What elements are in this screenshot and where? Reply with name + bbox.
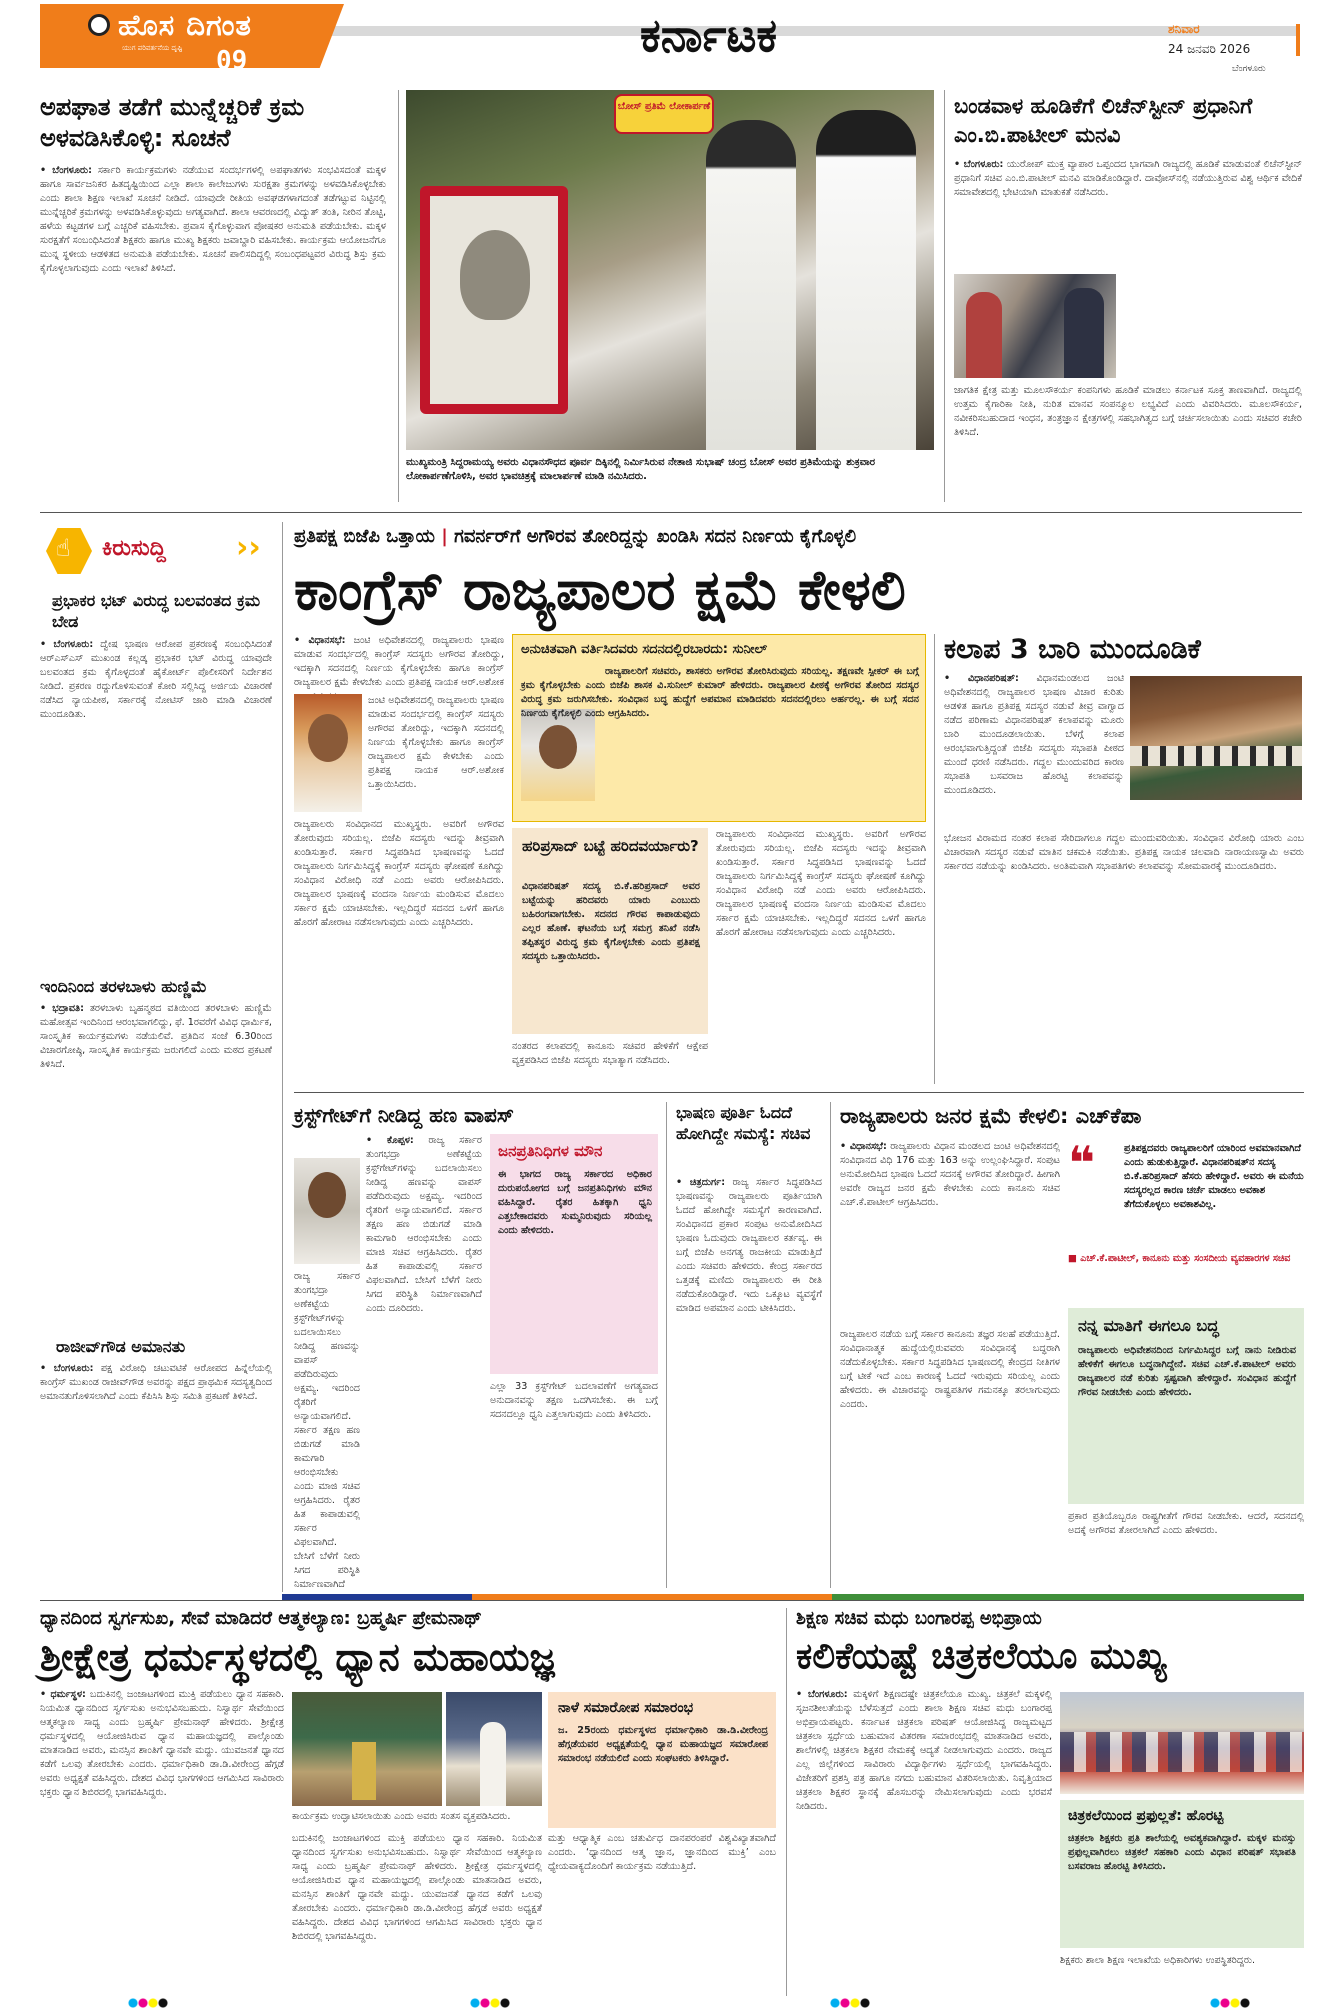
date: 24 ಜನವರಿ 2026 [1168,42,1251,56]
bhashana-dateline: • ಚಿತ್ರದುರ್ಗ: [676,1177,726,1188]
lead-kicker [294,526,1304,547]
art-event-photo [1060,1692,1304,1794]
date-day: ಶನಿವಾರ [1168,22,1200,36]
dharma-body [40,1688,284,1996]
story1-text: ಸರ್ಕಾರಿ ಕಾರ್ಯಕ್ರಮಗಳು ನಡೆಯುವ ಸಂದರ್ಭಗಳಲ್ಲಿ ಅಪಘಾತಗಳು ಸಂಭವಿಸದಂತೆ ಮಕ್ಕಳ ಹಾಗೂ ಸಾರ್ವಜನಿಕರ ಹಿತದೃಷ್ಟಿಯಿಂದ ಎಲ್ಲಾ ಶಾಲಾ ಕಾಲೇಜುಗಳು ಸುರಕ್ಷತಾ ಕ್ರಮಗಳನ್ನು ಅಳವಡಿಸಿಕೊಳ್ಳಬೇಕು ಎಂದು ಶಾಲಾ ಶಿಕ್ಷಣ ಇಲಾಖೆ ಸೂಚನೆ ನೀಡಿದೆ. ಯಾವುದೇ ರೀತಿಯ ಅವಘಡಗಳಾಗದಂತೆ ತಡೆಗಟ್ಟುವ ನಿಟ್ಟಿನಲ್ಲಿ ಮುನ್ನೆಚ್ಚರಿಕೆ ಕ್ರಮಗಳನ್ನು ಅಳವಡಿಸಿಕೊಳ್ಳುವುದು ಅಗತ್ಯವಾಗಿದೆ. ಶಾಲಾ ಆವರಣದಲ್ಲಿ ವಿದ್ಯುತ್ ತಂತಿ, ನೀರಿನ ತೊಟ್ಟಿ, ಹಳೆಯ ಕಟ್ಟಡಗಳ ಬಗ್ಗೆ ಎಚ್ಚರಿಕೆ ವಹಿಸಬೇಕು. ಪ್ರವಾಸ ಕೈಗೊಳ್ಳುವಾಗ ಪೋಷಕರ ಅನುಮತಿ ಪಡೆಯಬೇಕು. ಮಕ್ಕಳ ಸುರಕ್ಷತೆಗೆ ಸಂಬಂಧಿಸಿದಂತೆ ಶಿಕ್ಷಕರು ಹಾಗೂ ಮುಖ್ಯ ಶಿಕ್ಷಕರು ಜವಾಬ್ದಾರಿ ವಹಿಸಬೇಕು. ಕಾರ್ಯಕ್ರಮ ಆಯೋಜನೆಗೂ ಮುನ್ನ ಸ್ಥಳೀಯ ಆಡಳಿತದ ಅನುಮತಿ ಪಡೆಯಬೇಕು. ಸೂಚನೆ ಪಾಲಿಸದಿದ್ದಲ್ಲಿ ಸಂಬಂಧಪಟ್ಟವರ ವಿರುದ್ಧ ಶಿಸ್ತು ಕ್ರಮ ಕೈಗೊಳ್ಳಲಾಗುವುದು ಎಂದು ಇಲಾಖೆ ತಿಳಿಸಿದೆ. [40,165,386,274]
story2-headline: ಬಂಡವಾಳ ಹೂಡಿಕೆಗೆ ಲಿಚೆನ್‌ಸ್ಟೀನ್ ಪ್ರಧಾನಿಗೆ ಎಂ.ಬಿ.ಪಾಟೀಲ್ ಮನವಿ [954,94,1253,147]
photo-tag-text: ಬೋಸ್ ಪ್ರತಿಮೆ ಲೋಕಾರ್ಪಣೆ [617,101,711,112]
divider [830,1102,831,1588]
story1-body [40,164,386,500]
kalapa-headline: ಕಲಾಪ 3 ಬಾರಿ ಮುಂದೂಡಿಕೆ [944,634,1201,665]
hkp-quote-box [1068,1136,1304,1300]
lead-body-2: ರಾಜ್ಯಪಾಲರು ಸಂವಿಧಾನದ ಮುಖ್ಯಸ್ಥರು. ಅವರಿಗೆ ಅಗೌರವ ತೋರುವುದು ಸರಿಯಲ್ಲ. ಬಿಜೆಪಿ ಸದಸ್ಯರು ಇದನ್ನು ತೀವ್ರವಾಗಿ ಖಂಡಿಸುತ್ತಾರೆ. ಸರ್ಕಾರ ಸಿದ್ಧಪಡಿಸಿದ ಭಾಷಣವನ್ನು ಓದದೆ ರಾಜ್ಯಪಾಲರು ನಿರ್ಗಮಿಸಿದ್ದಕ್ಕೆ ಕಾಂಗ್ರೆಸ್ ಸದಸ್ಯರು ಘೋಷಣೆ ಕೂಗಿದ್ದು ಸಂವಿಧಾನ ವಿರೋಧಿ ನಡೆ ಎಂದು ಅವರು ಆರೋಪಿಸಿದರು. ರಾಜ್ಯಪಾಲರ ಭಾಷಣಕ್ಕೆ ವಂದನಾ ನಿರ್ಣಯ ಮಂಡಿಸುವ ಮೊದಲು ಸರ್ಕಾರ ಕ್ಷಮೆ ಯಾಚಿಸಬೇಕು. ಇಲ್ಲದಿದ್ದರೆ ಸದನದ ಒಳಗೆ ಹಾಗೂ ಹೊರಗೆ ಹೋರಾಟ ನಡೆಸಲಾಗುವುದು ಎಂದು ಎಚ್ಚರಿಸಿದರು. [294,819,504,928]
madhu-box-title: ಚಿತ್ರಕಲೆಯಿಂದ ಪ್ರಫುಲ್ಲತೆ: ಹೊರಟ್ಟಿ [1068,1808,1224,1824]
section-rule [40,1600,1304,1601]
city: ಬೆಂಗಳೂರು [1232,64,1266,74]
kiru-label-block [40,524,272,578]
kiru-s1-dateline: • ಬೆಂಗಳೂರು: [40,639,94,650]
dharma-photo-2 [446,1692,542,1806]
section-rule [40,512,1302,513]
photo-tag [614,94,714,134]
hkp-box-title: ನನ್ನ ಮಾತಿಗೆ ಈಗಲೂ ಬದ್ಧ [1078,1316,1219,1335]
cross-body [366,1134,482,1464]
sunil-box-title: ಅನುಚಿತವಾಗಿ ವರ್ತಿಸಿದವರು ಸದನದಲ್ಲಿರಬಾರದು: ಸುನೀಲ್ [521,642,768,657]
section-rule [294,1092,1304,1093]
madhu-body [796,1688,1052,1996]
registration-marks [830,1998,870,2008]
kiru-s2-dateline: • ಭದ್ರಾವತಿ: [40,1003,84,1014]
kiru-s1-body [40,638,272,968]
bhashana-headline: ಭಾಷಣ ಪೂರ್ತಿ ಓದದೆ ಹೋಗಿದ್ದೇ ಸಮಸ್ಯೆ: ಸಚಿವ [676,1103,811,1143]
cross-dateline: • ಕೊಪ್ಪಳ: [366,1135,414,1146]
dharma-photo-caption: ಕಾರ್ಯಕ್ರಮ ಉದ್ಘಾಟಿಸಲಾಯಿತು ಎಂದು ಅವರು ಸಂತಸ ವ್ಯಕ್ತಪಡಿಸಿದರು. [292,1811,511,1822]
dharma-box [548,1692,776,1828]
face [308,1172,346,1218]
hand-icon: ☝ [56,534,71,562]
person [966,292,1002,378]
logo: ಹೊಸ ದಿಗಂತ [118,8,252,42]
cross-box-body: ಈ ಭಾಗದ ರಾಜ್ಯ ಸರ್ಕಾರದ ಅಧಿಕಾರ ದುರುಪಯೋಗದ ಬಗ್ಗೆ ಜನಪ್ರತಿನಿಧಿಗಳು ಮೌನ ವಹಿಸಿದ್ದಾರೆ. ರೈತರ ಹಿತಕ್ಕಾಗಿ ಧ್ವನಿ ಎತ್ತಬೇಕಾದವರು ಸುಮ್ಮನಿರುವುದು ಸರಿಯಲ್ಲ ಎಂದು ಹೇಳಿದರು. [498,1169,652,1236]
person [1064,288,1104,378]
person-white-2 [816,110,916,450]
dharma-headline: ಶ್ರೀಕ್ಷೇತ್ರ ಧರ್ಮಸ್ಥಳದಲ್ಲಿ ಧ್ಯಾನ ಮಹಾಯಜ್ಞ [40,1635,555,1679]
masthead [0,0,1339,74]
person [480,1722,506,1806]
kiru-s3-text: ಪಕ್ಷ ವಿರೋಧಿ ಚಟುವಟಿಕೆ ಆರೋಪದ ಹಿನ್ನೆಲೆಯಲ್ಲಿ ಕಾಂಗ್ರೆಸ್ ಮುಖಂಡ ರಾಜೀವ್‌ಗೌಡ ಅವರನ್ನು ಪಕ್ಷದ ಪ್ರಾಥಮಿಕ ಸದಸ್ಯತ್ವದಿಂದ ಅಮಾನತುಗೊಳಿಸಲಾಗಿದೆ ಎಂದು ಕೆಪಿಸಿಸಿ ಶಿಸ್ತು ಸಮಿತಿ ಪ್ರಕಟಣೆ ತಿಳಿಸಿದೆ. [40,1363,272,1402]
story1-dateline: • ಬೆಂಗಳೂರು: [40,165,92,176]
cross-headline: ಕ್ರಸ್ಟ್‌ಗೇಟ್‌ಗೆ ನೀಡಿದ್ದ ಹಣ ವಾಪಸ್ [294,1103,514,1127]
sunil-box-body: ರಾಜ್ಯಪಾಲರಿಗೆ ಸಚಿವರು, ಶಾಸಕರು ಅಗೌರವ ತೋರಿಸಿರುವುದು ಸರಿಯಲ್ಲ. ತಕ್ಷಣವೇ ಸ್ಪೀಕರ್ ಈ ಬಗ್ಗೆ ಕ್ರಮ ಕೈಗೊಳ್ಳಬೇಕು ಎಂದು ಬಿಜೆಪಿ ಶಾಸಕ ವಿ.ಸುನೀಲ್ ಕುಮಾರ್ ಹೇಳಿದರು. ರಾಜ್ಯಪಾಲರ ಪೀಠಕ್ಕೆ ಅಗೌರವ ತೋರಿದ ಸದಸ್ಯರ ವಿರುದ್ಧ ಕ್ರಮ ಜರುಗಿಸಬೇಕು. ಸಂವಿಧಾನ ಬದ್ಧ ಹುದ್ದೆಗೆ ಅಪಮಾನ ಮಾಡಿದವರು ಸದನದಲ್ಲಿರಲು ಅರ್ಹರಲ್ಲ. ಈ ಬಗ್ಗೆ ಸದನ ನಿರ್ಣಯ ಕೈಗೊಳ್ಳಲಿ ಎಂದು ಆಗ್ರಹಿಸಿದರು. [521,666,919,719]
dharma-kicker: ಧ್ಯಾನದಿಂದ ಸ್ವರ್ಗಸುಖ, ಸೇವೆ ಮಾಡಿದರೆ ಆತ್ಮಕಲ್ಯಾಣ: ಬ್ರಹ್ಮರ್ಷಿ ಪ್ರೇಮನಾಥ್ [40,1608,482,1629]
hkp-dateline: • ವಿಧಾನಸಭೆ: [840,1141,887,1152]
kiru-s2-headline: ಇಂದಿನಿಂದ ತರಳಬಾಳು ಹುಣ್ಣಿಮೆ [40,977,207,996]
lead-dateline: • ವಿಧಾನಸಭೆ: [294,635,346,646]
dharma-box-title: ನಾಳೆ ಸಮಾರೋಪ ಸಮಾರಂಭ [558,1700,694,1716]
kicker-separator: | [441,526,455,547]
cross-text: ರಾಜ್ಯ ಸರ್ಕಾರ ತುಂಗಭದ್ರಾ ಅಣೆಕಟ್ಟೆಯ ಕ್ರಸ್ಟ್‌ಗೇಟ್‌ಗಳನ್ನು ಬದಲಾಯಿಸಲು ನೀಡಿದ್ದ ಹಣವನ್ನು ವಾಪಸ್ ಪಡೆದಿರುವುದು ಅಕ್ಷಮ್ಯ. ಇದರಿಂದ ರೈತರಿಗೆ ಅನ್ಯಾಯವಾಗಲಿದೆ. ಸರ್ಕಾರ ತಕ್ಷಣ ಹಣ ಬಿಡುಗಡೆ ಮಾಡಿ ಕಾಮಗಾರಿ ಆರಂಭಿಸಬೇಕು ಎಂದು ಮಾಜಿ ಸಚಿವ ಆಗ್ರಹಿಸಿದರು. ರೈತರ ಹಿತ ಕಾಪಾಡುವಲ್ಲಿ ಸರ್ಕಾರ ವಿಫಲವಾಗಿದೆ. ಬೇಸಿಗೆ ಬೆಳೆಗೆ ನೀರು ಸಿಗದ ಪರಿಸ್ಥಿತಿ ನಿರ್ಮಾಣವಾಗಿದೆ ಎಂದು ದೂರಿದರು. [366,1135,482,1314]
story1-headline: ಅಪಘಾತ ತಡೆಗೆ ಮುನ್ನೆಚ್ಚರಿಕೆ ಕ್ರಮ ಅಳವಡಿಸಿಕೊಳ್ಳಿ: ಸೂಚನೆ [40,93,305,152]
story2-dateline: • ಬೆಂಗಳೂರು: [954,159,1004,170]
kiru-s2-text: ತರಳಬಾಳು ಬೃಹನ್ಮಠದ ವತಿಯಿಂದ ತರಳಬಾಳು ಹುಣ್ಣಿಮೆ ಮಹೋತ್ಸವ ಇಂದಿನಿಂದ ಆರಂಭವಾಗಲಿದ್ದು, ಫೆ. 1ರವರೆಗೆ ವಿವಿಧ ಧಾರ್ಮಿಕ, ಸಾಂಸ್ಕೃತಿಕ ಕಾರ್ಯಕ್ರಮಗಳು ನಡೆಯಲಿವೆ. ಪ್ರತಿದಿನ ಸಂಜೆ 6.30ರಿಂದ ವಿಚಾರಗೋಷ್ಠಿ, ಸಾಂಸ್ಕೃತಿಕ ಕಾರ್ಯಕ್ರಮ ಜರುಗಲಿದೆ ಎಂದು ಮಠದ ಪ್ರಕಟಣೆ ತಿಳಿಸಿದೆ. [40,1003,272,1070]
lead-body-1 [294,634,504,688]
hari-box [512,828,708,1034]
madhu-text: ಮಕ್ಕಳಿಗೆ ಶಿಕ್ಷಣದಷ್ಟೇ ಚಿತ್ರಕಲೆಯೂ ಮುಖ್ಯ. ಚಿತ್ರಕಲೆ ಮಕ್ಕಳಲ್ಲಿ ಸೃಜನಶೀಲತೆಯನ್ನು ಬೆಳೆಸುತ್ತದೆ ಎಂದು ಶಾಲಾ ಶಿಕ್ಷಣ ಸಚಿವ ಮಧು ಬಂಗಾರಪ್ಪ ಅಭಿಪ್ರಾಯಪಟ್ಟರು. ಕರ್ನಾಟಕ ಚಿತ್ರಕಲಾ ಪರಿಷತ್ ಆಯೋಜಿಸಿದ್ದ ರಾಜ್ಯಮಟ್ಟದ ಚಿತ್ರಕಲಾ ಸ್ಪರ್ಧೆಯ ಬಹುಮಾನ ವಿತರಣಾ ಸಮಾರಂಭದಲ್ಲಿ ಮಾತನಾಡಿದ ಅವರು, ಶಾಲೆಗಳಲ್ಲಿ ಚಿತ್ರಕಲಾ ಶಿಕ್ಷಕರ ನೇಮಕಕ್ಕೆ ಆದ್ಯತೆ ನೀಡಲಾಗುವುದು ಎಂದರು. ರಾಜ್ಯದ ಎಲ್ಲ ಜಿಲ್ಲೆಗಳಿಂದ ಸಾವಿರಾರು ವಿದ್ಯಾರ್ಥಿಗಳು ಸ್ಪರ್ಧೆಯಲ್ಲಿ ಭಾಗವಹಿಸಿದ್ದರು. ವಿಜೇತರಿಗೆ ಪ್ರಶಸ್ತಿ ಪತ್ರ ಹಾಗೂ ನಗದು ಬಹುಮಾನ ವಿತರಿಸಲಾಯಿತು. ನಿವೃತ್ತಿಯಾದ ಚಿತ್ರಕಲಾ ಶಿಕ್ಷಕರ ಸ್ಥಾನಕ್ಕೆ ಹೊಸಬರನ್ನು ನೇಮಿಸಲಾಗುವುದು ಎಂದು ಭರವಸೆ ನೀಡಿದರು. [796,1689,1052,1812]
lead-kicker-b: ಗವರ್ನರ್‌ಗೆ ಅಗೌರವ ತೋರಿದ್ದನ್ನು ಖಂಡಿಸಿ ಸದನ ನಿರ್ಣಯ ಕೈಗೊಳ್ಳಲಿ [454,526,857,547]
registration-marks [128,1998,168,2008]
stage-lamp [352,1742,376,1800]
speaker-photo [294,1158,360,1264]
kiru-s1-text: ದ್ವೇಷ ಭಾಷಣ ಆರೋಪ ಪ್ರಕರಣಕ್ಕೆ ಸಂಬಂಧಿಸಿದಂತೆ ಆರ್‌ಎಸ್‌ಎಸ್ ಮುಖಂಡ ಕಲ್ಲಡ್ಕ ಪ್ರಭಾಕರ ಭಟ್ ವಿರುದ್ಧ ಯಾವುದೇ ಬಲವಂತದ ಕ್ರಮ ಕೈಗೊಳ್ಳದಂತೆ ಹೈಕೋರ್ಟ್ ಪೊಲೀಸರಿಗೆ ನಿರ್ದೇಶನ ನೀಡಿದೆ. ಪ್ರಕರಣ ರದ್ದುಗೊಳಿಸುವಂತೆ ಕೋರಿ ಸಲ್ಲಿಸಿದ್ದ ಅರ್ಜಿಯ ವಿಚಾರಣೆ ನಡೆಸಿದ ನ್ಯಾಯಪೀಠ, ಸರ್ಕಾರಕ್ಕೆ ನೋಟಿಸ್ ಜಾರಿ ಮಾಡಿ ವಿಚಾರಣೆ ಮುಂದೂಡಿತು. [40,639,272,720]
portrait-figure [460,230,530,320]
story2-body-2: ಜಾಗತಿಕ ಕ್ಷೇತ್ರ ಮತ್ತು ಮೂಲಸೌಕರ್ಯ ಕಂಪನಿಗಳು ಹೂಡಿಕೆ ಮಾಡಲು ಕರ್ನಾಟಕ ಸೂಕ್ತ ತಾಣವಾಗಿದೆ. ರಾಜ್ಯದಲ್ಲಿ ಉತ್ತಮ ಕೈಗಾರಿಕಾ ನೀತಿ, ನುರಿತ ಮಾನವ ಸಂಪನ್ಮೂಲ ಲಭ್ಯವಿದೆ ಎಂದು ವಿವರಿಸಿದರು. ಮೂಲಸೌಕರ್ಯ, ನವೀಕರಿಸಬಹುದಾದ ಇಂಧನ, ತಂತ್ರಜ್ಞಾನ ಕ್ಷೇತ್ರಗಳಲ್ಲಿ ಸಹಭಾಗಿತ್ವದ ಬಗ್ಗೆ ಚರ್ಚಿಸಲಾಯಿತು ಎಂದು ಸಚಿವರ ಕಚೇರಿ ತಿಳಿಸಿದೆ. [954,385,1302,438]
divider [666,1102,667,1588]
madhu-body-2: ಶಿಕ್ಷಕರು ಶಾಲಾ ಶಿಕ್ಷಣ ಇಲಾಖೆಯ ಅಧಿಕಾರಿಗಳು ಉಪಸ್ಥಿತರಿದ್ದರು. [1060,1955,1256,1966]
kiru-s3-dateline: • ಬೆಂಗಳೂರು: [40,1363,94,1374]
hkp-text: ರಾಜ್ಯಪಾಲರು ವಿಧಾನ ಮಂಡಲದ ಜಂಟಿ ಅಧಿವೇಶನದಲ್ಲಿ ಸಂವಿಧಾನದ ವಿಧಿ 176 ಮತ್ತು 163 ಅನ್ನು ಉಲ್ಲಂಘಿಸಿದ್ದಾರೆ. ಸಂಪುಟ ಅನುಮೋದಿಸಿದ ಭಾಷಣ ಓದದೆ ಸದನಕ್ಕೆ ಅಗೌರವ ತೋರಿದ್ದಾರೆ. ಹೀಗಾಗಿ ಅವರೇ ರಾಜ್ಯದ ಜನರ ಕ್ಷಮೆ ಕೇಳಬೇಕು ಎಂದು ಕಾನೂನು ಸಚಿವ ಎಚ್.ಕೆ.ಪಾಟೀಲ್ ಆಗ್ರಹಿಸಿದರು. [840,1141,1060,1208]
cross-body-2: ಎಲ್ಲಾ 33 ಕ್ರಸ್ಟ್‌ಗೇಟ್ ಬದಲಾವಣೆಗೆ ಅಗತ್ಯವಾದ ಅನುದಾನವನ್ನು ತಕ್ಷಣ ಒದಗಿಸಬೇಕು. ಈ ಬಗ್ಗೆ ಸದನದಲ್ಲೂ ಧ್ವನಿ ಎತ್ತಲಾಗುವುದು ಎಂದು ತಿಳಿಸಿದರು. [490,1381,658,1420]
kiru-s3-body [40,1362,272,1588]
logo-emblem [88,14,110,36]
kiru-s3-headline: ರಾಜೀವ್‌ಗೌಡ ಅಮಾನತು [56,1337,186,1356]
kalapa-dateline: • ವಿಧಾನಪರಿಷತ್: [944,673,1019,684]
hkp-body-3: ಪ್ರಕಾರ ಪ್ರತಿಯೊಬ್ಬರೂ ರಾಷ್ಟ್ರಗೀತೆಗೆ ಗೌರವ ನೀಡಬೇಕು. ಆದರೆ, ಸದನದಲ್ಲಿ ಅದಕ್ಕೆ ಅಗೌರವ ತೋರಲಾಗಿದೆ ಎಂದು ಹೇಳಿದರು. [1068,1511,1304,1536]
madhu-box [1060,1800,1304,1948]
bhashana-text: ರಾಜ್ಯ ಸರ್ಕಾರ ಸಿದ್ಧಪಡಿಸಿದ ಭಾಷಣವನ್ನು ರಾಜ್ಯಪಾಲರು ಪೂರ್ತಿಯಾಗಿ ಓದದೆ ಹೋಗಿದ್ದೇ ಸಮಸ್ಯೆಗೆ ಕಾರಣವಾಗಿದೆ. ಸಂವಿಧಾನದ ಪ್ರಕಾರ ಸಂಪುಟ ಅನುಮೋದಿಸಿದ ಭಾಷಣ ಓದುವುದು ರಾಜ್ಯಪಾಲರ ಕರ್ತವ್ಯ. ಈ ಬಗ್ಗೆ ಬಿಜೆಪಿ ಅನಗತ್ಯ ರಾಜಕೀಯ ಮಾಡುತ್ತಿದೆ ಎಂದು ಸಚಿವರು ಹೇಳಿದರು. ಕೇಂದ್ರ ಸರ್ಕಾರದ ಒತ್ತಡಕ್ಕೆ ಮಣಿದು ರಾಜ್ಯಪಾಲರು ಈ ರೀತಿ ನಡೆದುಕೊಂಡಿದ್ದಾರೆ. ಇದು ಒಕ್ಕೂಟ ವ್ಯವಸ್ಥೆಗೆ ಮಾಡಿದ ಅಪಮಾನ ಎಂದು ಟೀಕಿಸಿದರು. [676,1177,822,1314]
seat-row [1130,746,1302,766]
bose-photo [406,90,934,450]
orange-tick [1296,24,1300,56]
cross-box [490,1134,658,1374]
minister-photo [954,274,1116,378]
kalapa-body-2: ಭೋಜನ ವಿರಾಮದ ನಂತರ ಕಲಾಪ ಸೇರಿದಾಗಲೂ ಗದ್ದಲ ಮುಂದುವರಿಯಿತು. ಸಂವಿಧಾನ ವಿರೋಧಿ ಯಾರು ಎಂಬ ವಿಚಾರವಾಗಿ ಸದಸ್ಯರ ನಡುವೆ ಮಾತಿನ ಚಕಮಕಿ ನಡೆಯಿತು. ಪ್ರತಿಪಕ್ಷ ನಾಯಕ ಚಲವಾದಿ ನಾರಾಯಣಸ್ವಾಮಿ ಅವರು ಸರ್ಕಾರದ ನಡೆಯನ್ನು ಖಂಡಿಸಿದರು. ಅಂತಿಮವಾಗಿ ಸಭಾಪತಿಗಳು ಕಲಾಪವನ್ನು ಸೋಮವಾರಕ್ಕೆ ಮುಂದೂಡಿದರು. [944,833,1304,872]
divider [944,90,945,502]
bhashana-body [676,1176,822,1588]
kalapa-text: ವಿಧಾನಮಂಡಲದ ಜಂಟಿ ಅಧಿವೇಶನದಲ್ಲಿ ರಾಜ್ಯಪಾಲರ ಭಾಷಣ ವಿಚಾರ ಕುರಿತು ಆಡಳಿತ ಹಾಗೂ ಪ್ರತಿಪಕ್ಷ ಸದಸ್ಯರ ನಡುವೆ ತೀವ್ರ ವಾಗ್ವಾದ ನಡೆದ ಪರಿಣಾಮ ವಿಧಾನಪರಿಷತ್ ಕಲಾಪವನ್ನು ಮೂರು ಬಾರಿ ಮುಂದೂಡಲಾಯಿತು. ಬೆಳಗ್ಗೆ ಕಲಾಪ ಆರಂಭವಾಗುತ್ತಿದ್ದಂತೆ ಬಿಜೆಪಿ ಸದಸ್ಯರು ಸಭಾಪತಿ ಪೀಠದ ಮುಂದೆ ಧರಣಿ ನಡೆಸಿದರು. ಗದ್ದಲ ಮುಂದುವರಿದ ಕಾರಣ ಸಭಾಪತಿ ಬಸವರಾಜ ಹೊರಟ್ಟಿ ಕಲಾಪವನ್ನು ಮುಂದೂಡಿದರು. [944,673,1124,796]
hkp-box-body: ರಾಜ್ಯಪಾಲರು ಅಧಿವೇಶನದಿಂದ ನಿರ್ಗಮಿಸಿದ್ದರ ಬಗ್ಗೆ ನಾನು ನೀಡಿರುವ ಹೇಳಿಕೆಗೆ ಈಗಲೂ ಬದ್ಧನಾಗಿದ್ದೇನೆ. ಸಚಿವ ಎಚ್.ಕೆ.ಪಾಟೀಲ್ ಅವರು ರಾಜ್ಯಪಾಲರ ನಡೆ ಕುರಿತು ಸ್ಪಷ್ಟವಾಗಿ ಹೇಳಿದ್ದಾರೆ. ಸಂವಿಧಾನ ಹುದ್ದೆಗೆ ಗೌರವ ನೀಡಬೇಕು ಎಂದು ಹೇಳಿದರು. [1078,1345,1296,1398]
story2-body [954,158,1302,270]
madhu-dateline: • ಬೆಂಗಳೂರು: [796,1689,848,1700]
person-white [706,120,796,450]
hari-box-body: ವಿಧಾನಪರಿಷತ್ ಸದಸ್ಯ ಬಿ.ಕೆ.ಹರಿಪ್ರಸಾದ್ ಅವರ ಬಟ್ಟೆಯನ್ನು ಹರಿದವರು ಯಾರು ಎಂಬುದು ಬಹಿರಂಗವಾಗಬೇಕು. ಸದನದ ಗೌರವ ಕಾಪಾಡುವುದು ಎಲ್ಲರ ಹೊಣೆ. ಘಟನೆಯ ಬಗ್ಗೆ ಸಮಗ್ರ ತನಿಖೆ ನಡೆಸಿ ತಪ್ಪಿತಸ್ಥರ ವಿರುದ್ಧ ಕ್ರಮ ಕೈಗೊಳ್ಳಬೇಕು ಎಂದು ಪ್ರತಿಪಕ್ಷ ಸದಸ್ಯರು ಒತ್ತಾಯಿಸಿದರು. [522,881,700,962]
madhu-kicker: ಶಿಕ್ಷಣ ಸಚಿವ ಮಧು ಬಂಗಾರಪ್ಪ ಅಭಿಪ್ರಾಯ [796,1608,1042,1629]
bose-photo-caption: ಮುಖ್ಯಮಂತ್ರಿ ಸಿದ್ದರಾಮಯ್ಯ ಅವರು ವಿಧಾನಸೌಧದ ಪೂರ್ವ ದಿಕ್ಕಿನಲ್ಲಿ ನಿರ್ಮಿಸಿರುವ ನೇತಾಜಿ ಸುಭಾಷ್ ಚಂದ್ರ ಬೋಸ್ ಅವರ ಪ್ರತಿಮೆಯನ್ನು ಶುಕ್ರವಾರ ಲೋಕಾರ್ಪಣೆಗೊಳಿಸಿ, ಅವರ ಭಾವಚಿತ್ರಕ್ಕೆ ಮಾಲಾರ್ಪಣೆ ಮಾಡಿ ನಮಿಸಿದರು. [406,457,876,482]
page-number: 09 [216,46,248,76]
kiru-chevrons: ›› [236,530,261,565]
cross-box-title: ಜನಪ್ರತಿನಿಧಿಗಳ ಮೌನ [498,1142,603,1160]
divider [786,1608,787,1996]
sunil-box [512,634,926,822]
dharma-body-2: ಬದುಕಿನಲ್ಲಿ ಜಂಜಾಟಗಳಿಂದ ಮುಕ್ತಿ ಪಡೆಯಲು ಧ್ಯಾನ ಸಹಕಾರಿ. ನಿಯಮಿತ ಧ್ಯಾನದಿಂದ ಸ್ವರ್ಗಸುಖ ಅನುಭವಿಸಬಹುದು. ನಿಸ್ವಾರ್ಥ ಸೇವೆಯಿಂದ ಆತ್ಮಕಲ್ಯಾಣ ಸಾಧ್ಯ ಎಂದು ಬ್ರಹ್ಮರ್ಷಿ ಪ್ರೇಮನಾಥ್ ಹೇಳಿದರು. ಶ್ರೀಕ್ಷೇತ್ರ ಧರ್ಮಸ್ಥಳದಲ್ಲಿ ಆಯೋಜಿಸಿರುವ ಧ್ಯಾನ ಮಹಾಯಜ್ಞದಲ್ಲಿ ಪಾಲ್ಗೊಂಡು ಮಾತನಾಡಿದ ಅವರು, ಮನಸ್ಸಿನ ಶಾಂತಿಗೆ ಧ್ಯಾನವೇ ಮದ್ದು. ಯುವಜನತೆ ಧ್ಯಾನದ ಕಡೆಗೆ ಒಲವು ತೋರಬೇಕು ಎಂದರು. ಧರ್ಮಾಧಿಕಾರಿ ಡಾ.ಡಿ.ವೀರೇಂದ್ರ ಹೆಗ್ಗಡೆ ಅವರು ಅಧ್ಯಕ್ಷತೆ ವಹಿಸಿದ್ದರು. ದೇಶದ ವಿವಿಧ ಭಾಗಗಳಿಂದ ಆಗಮಿಸಿದ ಸಾವಿರಾರು ಭಕ್ತರು ಧ್ಯಾನ ಶಿಬಿರದಲ್ಲಿ ಭಾಗವಹಿಸಿದ್ದರು. [292,1833,542,1942]
lead-text-1: ಜಂಟಿ ಅಧಿವೇಶನದಲ್ಲಿ ರಾಜ್ಯಪಾಲರು ಭಾಷಣ ಮಾಡುವ ಸಂದರ್ಭದಲ್ಲಿ ಕಾಂಗ್ರೆಸ್ ಸದಸ್ಯರು ಅಗೌರವ ತೋರಿದ್ದು, ಇದಕ್ಕಾಗಿ ಸದನದಲ್ಲಿ ನಿರ್ಣಯ ಕೈಗೊಳ್ಳಬೇಕು ಹಾಗೂ ಕಾಂಗ್ರೆಸ್ ರಾಜ್ಯಪಾಲರ ಕ್ಷಮೆ ಕೇಳಬೇಕು ಎಂದು ಪ್ರತಿಪಕ್ಷ ನಾಯಕ ಆರ್.ಅಶೋಕ [294,635,504,688]
kiru-s1-headline: ಪ್ರಭಾಕರ ಭಟ್ ವಿರುದ್ಧ ಬಲವಂತದ ಕ್ರಮ ಬೇಡ [52,591,261,631]
hkp-headline: ರಾಜ್ಯಪಾಲರು ಜನರ ಕ್ಷಮೆ ಕೇಳಲಿ: ಎಚ್‌ಕೆಪಾ [840,1104,1142,1128]
kalapa-body [944,672,1124,826]
registration-marks [470,1998,510,2008]
assembly-photo [1130,676,1302,800]
face [308,714,348,762]
divider [398,90,399,502]
lead-body-3: ನಂತರದ ಕಲಾಪದಲ್ಲಿ ಕಾನೂನು ಸಚಿವರ ಹೇಳಿಕೆಗೆ ಆಕ್ಷೇಪ ವ್ಯಕ್ತಪಡಿಸಿದ ಬಿಜೆಪಿ ಸದಸ್ಯರು ಸಭಾತ್ಯಾಗ ನಡೆಸಿದರು. [512,1041,708,1066]
dharma-body-3: ಮತ್ತು ಆಧ್ಯಾತ್ಮಿಕ ಎಂಬ ಚತುರ್ವಿಧ ದಾನಪರಂಪರೆ ವಿಶ್ವವಿಖ್ಯಾತವಾಗಿದೆ ಎಂದರು. ‘ಧ್ಯಾನದಿಂದ ಆತ್ಮ ಜ್ಞಾನ, ಜ್ಞಾನದಿಂದ ಮುಕ್ತಿ’ ಎಂಬ ಧ್ಯೇಯವಾಕ್ಯದೊಂದಿಗೆ ಕಾರ್ಯಕ್ರಮ ನಡೆಯುತ್ತಿದೆ. [548,1833,776,1872]
dharma-text: ಬದುಕಿನಲ್ಲಿ ಜಂಜಾಟಗಳಿಂದ ಮುಕ್ತಿ ಪಡೆಯಲು ಧ್ಯಾನ ಸಹಕಾರಿ. ನಿಯಮಿತ ಧ್ಯಾನದಿಂದ ಸ್ವರ್ಗಸುಖ ಅನುಭವಿಸಬಹುದು. ನಿಸ್ವಾರ್ಥ ಸೇವೆಯಿಂದ ಆತ್ಮಕಲ್ಯಾಣ ಸಾಧ್ಯ ಎಂದು ಬ್ರಹ್ಮರ್ಷಿ ಪ್ರೇಮನಾಥ್ ಹೇಳಿದರು. ಶ್ರೀಕ್ಷೇತ್ರ ಧರ್ಮಸ್ಥಳದಲ್ಲಿ ಆಯೋಜಿಸಿರುವ ಧ್ಯಾನ ಮಹಾಯಜ್ಞದಲ್ಲಿ ಪಾಲ್ಗೊಂಡು ಮಾತನಾಡಿದ ಅವರು, ಮನಸ್ಸಿನ ಶಾಂತಿಗೆ ಧ್ಯಾನವೇ ಮದ್ದು. ಯುವಜನತೆ ಧ್ಯಾನದ ಕಡೆಗೆ ಒಲವು ತೋರಬೇಕು ಎಂದರು. ಧರ್ಮಾಧಿಕಾರಿ ಡಾ.ಡಿ.ವೀರೇಂದ್ರ ಹೆಗ್ಗಡೆ ಅವರು ಅಧ್ಯಕ್ಷತೆ ವಹಿಸಿದ್ದರು. ದೇಶದ ವಿವಿಧ ಭಾಗಗಳಿಂದ ಆಗಮಿಸಿದ ಸಾವಿರಾರು ಭಕ್ತರು ಧ್ಯಾನ ಶಿಬಿರದಲ್ಲಿ ಭಾಗವಹಿಸಿದ್ದರು. [40,1689,284,1798]
divider [282,522,283,1592]
dharma-box-body: ಜ. 25ರಂದು ಧರ್ಮಸ್ಥಳದ ಧರ್ಮಾಧಿಕಾರಿ ಡಾ.ಡಿ.ವೀರೇಂದ್ರ ಹೆಗ್ಗಡೆಯವರ ಅಧ್ಯಕ್ಷತೆಯಲ್ಲಿ ಧ್ಯಾನ ಮಹಾಯಜ್ಞದ ಸಮಾರೋಪ ಸಮಾರಂಭ ನಡೆಯಲಿದೆ ಎಂದು ಸಂಘಟಕರು ತಿಳಿಸಿದ್ದಾರೆ. [558,1725,768,1764]
lead-body-1b: ಜಂಟಿ ಅಧಿವೇಶನದಲ್ಲಿ ರಾಜ್ಯಪಾಲರು ಭಾಷಣ ಮಾಡುವ ಸಂದರ್ಭದಲ್ಲಿ ಕಾಂಗ್ರೆಸ್ ಸದಸ್ಯರು ಅಗೌರವ ತೋರಿದ್ದು, ಇದಕ್ಕಾಗಿ ಸದನದಲ್ಲಿ ನಿರ್ಣಯ ಕೈಗೊಳ್ಳಬೇಕು ಹಾಗೂ ಕಾಂಗ್ರೆಸ್ ರಾಜ್ಯಪಾಲರ ಕ್ಷಮೆ ಕೇಳಬೇಕು ಎಂದು ಪ್ರತಿಪಕ್ಷ ನಾಯಕ ಆರ್.ಅಶೋಕ ಒತ್ತಾಯಿಸಿದರು. [368,695,504,790]
quote-icon: ❝ [1068,1136,1095,1190]
hkp-box [1068,1308,1304,1504]
hkp-quote: ಪ್ರತಿಪಕ್ಷದವರು ರಾಜ್ಯಪಾಲರಿಗೆ ಯಾರಿಂದ ಅವಮಾನವಾಗಿದೆ ಎಂದು ಹುಡುಕುತ್ತಿದ್ದಾರೆ. ವಿಧಾನಪರಿಷತ್‌ನ ಸದಸ್ಯ ಬಿ.ಕೆ.ಹರಿಪ್ರಸಾದ್ ಹೆಸರು ಹೇಳಿದ್ದಾರೆ. ಅವರು ಈ ಮನೆಯ ಸದಸ್ಯರಲ್ಲದ ಕಾರಣ ಚರ್ಚೆ ಮಾಡಲು ಅವಕಾಶ ತೆಗೆದುಕೊಳ್ಳಲು ಅವಕಾಶವಿಲ್ಲ. [1124,1143,1304,1210]
lead-body-4: ರಾಜ್ಯಪಾಲರು ಸಂವಿಧಾನದ ಮುಖ್ಯಸ್ಥರು. ಅವರಿಗೆ ಅಗೌರವ ತೋರುವುದು ಸರಿಯಲ್ಲ. ಬಿಜೆಪಿ ಸದಸ್ಯರು ಇದನ್ನು ತೀವ್ರವಾಗಿ ಖಂಡಿಸುತ್ತಾರೆ. ಸರ್ಕಾರ ಸಿದ್ಧಪಡಿಸಿದ ಭಾಷಣವನ್ನು ಓದದೆ ರಾಜ್ಯಪಾಲರು ನಿರ್ಗಮಿಸಿದ್ದಕ್ಕೆ ಕಾಂಗ್ರೆಸ್ ಸದಸ್ಯರು ಘೋಷಣೆ ಕೂಗಿದ್ದು ಸಂವಿಧಾನ ವಿರೋಧಿ ನಡೆ ಎಂದು ಅವರು ಆರೋಪಿಸಿದರು. ರಾಜ್ಯಪಾಲರ ಭಾಷಣಕ್ಕೆ ವಂದನಾ ನಿರ್ಣಯ ಮಂಡಿಸುವ ಮೊದಲು ಸರ್ಕಾರ ಕ್ಷಮೆ ಯಾಚಿಸಬೇಕು. ಇಲ್ಲದಿದ್ದರೆ ಸದನದ ಒಳಗೆ ಹಾಗೂ ಹೊರಗೆ ಹೋರಾಟ ನಡೆಸಲಾಗುವುದು ಎಂದು ಎಚ್ಚರಿಸಿದರು. [716,829,926,938]
cross-body-b: ರಾಜ್ಯ ಸರ್ಕಾರ ತುಂಗಭದ್ರಾ ಅಣೆಕಟ್ಟೆಯ ಕ್ರಸ್ಟ್‌ಗೇಟ್‌ಗಳನ್ನು ಬದಲಾಯಿಸಲು ನೀಡಿದ್ದ ಹಣವನ್ನು ವಾಪಸ್ ಪಡೆದಿರುವುದು ಅಕ್ಷಮ್ಯ. ಇದರಿಂದ ರೈತರಿಗೆ ಅನ್ಯಾಯವಾಗಲಿದೆ. ಸರ್ಕಾರ ತಕ್ಷಣ ಹಣ ಬಿಡುಗಡೆ ಮಾಡಿ ಕಾಮಗಾರಿ ಆರಂಭಿಸಬೇಕು ಎಂದು ಮಾಜಿ ಸಚಿವ ಆಗ್ರಹಿಸಿದರು. ರೈತರ ಹಿತ ಕಾಪಾಡುವಲ್ಲಿ ಸರ್ಕಾರ ವಿಫಲವಾಗಿದೆ. ಬೇಸಿಗೆ ಬೆಳೆಗೆ ನೀರು ಸಿಗದ ಪರಿಸ್ಥಿತಿ ನಿರ್ಮಾಣವಾಗಿದೆ [294,1271,360,1590]
kiru-s2-body [40,1002,272,1328]
section-title: ಕರ್ನಾಟಕ [640,8,778,62]
ashoka-photo [294,694,362,812]
dharma-dateline: • ಧರ್ಮಸ್ಥಳ: [40,1689,86,1700]
divider [934,634,935,1084]
hkp-body-2: ರಾಜ್ಯಪಾಲರ ನಡೆಯ ಬಗ್ಗೆ ಸರ್ಕಾರ ಕಾನೂನು ತಜ್ಞರ ಸಲಹೆ ಪಡೆಯುತ್ತಿದೆ. ಸಂವಿಧಾನಾತ್ಮಕ ಹುದ್ದೆಯಲ್ಲಿರುವವರು ಸಂವಿಧಾನಕ್ಕೆ ಬದ್ಧರಾಗಿ ನಡೆದುಕೊಳ್ಳಬೇಕು. ಸರ್ಕಾರ ಸಿದ್ಧಪಡಿಸಿದ ಭಾಷಣದಲ್ಲಿ ಕೇಂದ್ರದ ನೀತಿಗಳ ಬಗ್ಗೆ ಟೀಕೆ ಇದೆ ಎಂಬ ಕಾರಣಕ್ಕೆ ಓದದೆ ಇರುವುದು ಸರಿಯಲ್ಲ ಎಂದು ಹೇಳಿದರು. ಈ ವಿಚಾರವನ್ನು ರಾಷ್ಟ್ರಪತಿಗಳ ಗಮನಕ್ಕೂ ತರಲಾಗುವುದು ಎಂದರು. [840,1329,1060,1410]
hari-box-title: ಹರಿಪ್ರಸಾದ್ ಬಟ್ಟೆ ಹರಿದವರ್ಯಾರು? [522,837,699,855]
story2-text: ಯುರೋಪ್ ಮುಕ್ತ ವ್ಯಾಪಾರ ಒಪ್ಪಂದದ ಭಾಗವಾಗಿ ರಾಜ್ಯದಲ್ಲಿ ಹೂಡಿಕೆ ಮಾಡುವಂತೆ ಲಿಚೆನ್‌ಸ್ಟೀನ್ ಪ್ರಧಾನಿಗೆ ಸಚಿವ ಎಂ.ಬಿ.ಪಾಟೀಲ್ ಮನವಿ ಮಾಡಿಕೊಂಡಿದ್ದಾರೆ. ದಾವೋಸ್‌ನಲ್ಲಿ ನಡೆಯುತ್ತಿರುವ ವಿಶ್ವ ಆರ್ಥಿಕ ವೇದಿಕೆ ಸಮಾವೇಶದಲ್ಲಿ ಭೇಟಿಯಾಗಿ ಮಾತುಕತೆ ನಡೆಸಿದರು. [954,159,1302,198]
hkp-quote-by: ■ ಎಚ್.ಕೆ.ಪಾಟೀಲ್, ಕಾನೂನು ಮತ್ತು ಸಂಸದೀಯ ವ್ಯವಹಾರಗಳ ಸಚಿವ [1068,1253,1291,1264]
madhu-headline: ಕಲಿಕೆಯಷ್ಟೆ ಚಿತ್ರಕಲೆಯೂ ಮುಖ್ಯ [796,1636,1167,1677]
lead-kicker-a: ಪ್ರತಿಪಕ್ಷ ಬಿಜೆಪಿ ಒತ್ತಾಯ [294,526,435,547]
group-row [1060,1732,1304,1772]
madhu-box-body: ಚಿತ್ರಕಲಾ ಶಿಕ್ಷಕರು ಪ್ರತಿ ಶಾಲೆಯಲ್ಲಿ ಅವಶ್ಯಕವಾಗಿದ್ದಾರೆ. ಮಕ್ಕಳ ಮನಸ್ಸು ಪ್ರಫುಲ್ಲವಾಗಿರಲು ಚಿತ್ರಕಲೆ ಸಹಕಾರಿ ಎಂದು ವಿಧಾನ ಪರಿಷತ್ ಸಭಾಪತಿ ಬಸವರಾಜ ಹೊರಟ್ಟಿ ತಿಳಿಸಿದರು. [1068,1833,1296,1872]
hkp-body [840,1140,1060,1322]
lead-headline: ಕಾಂಗ್ರೆಸ್ ರಾಜ್ಯಪಾಲರ ಕ್ಷಮೆ ಕೇಳಲಿ [294,558,906,622]
kiru-label: ಕಿರುಸುದ್ದಿ [102,536,166,561]
registration-marks [1210,1998,1250,2008]
logo-tagline: ಯುಗ ಪರಿವರ್ತನೆಯ ದೃಷ್ಟಿ [122,44,183,52]
dharma-photo-1 [292,1692,442,1806]
